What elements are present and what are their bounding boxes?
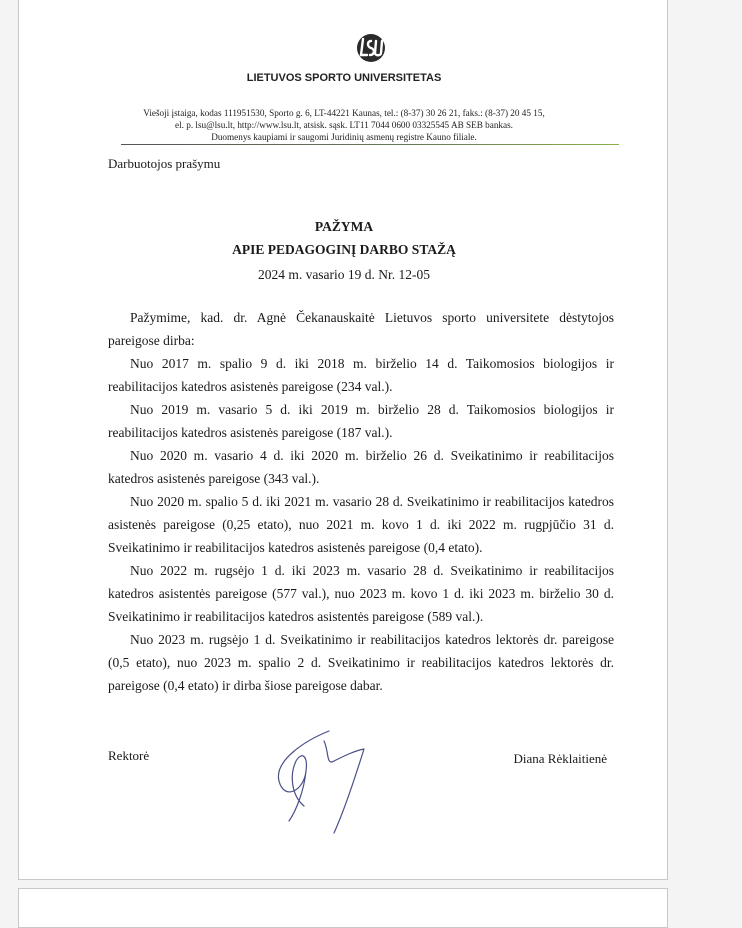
address-line: el. p. lsu@lsu.lt, http://www.lsu.lt, atsisk. sąsk. LT11 7044 0600 03325545 AB SEB bankas. xyxy=(175,120,513,130)
paragraph: Nuo 2020 m. spalio 5 d. iki 2021 m. vasario 28 d. Sveikatinimo ir reabilitacijos katedros asistenės pareigose (0,25 etato), nuo 2021 m. kovo 1 d. iki 2022 m. rugpjūčio 31 d. Sveikatinimo ir reabilitacijos katedros asistenės pareigose (0,4 etato). xyxy=(108,494,614,555)
header-divider xyxy=(121,144,619,145)
paragraph: Pažymime, kad. dr. Agnė Čekanauskaitė Lietuvos sporto universitete dėstytojos pareigose dirba: xyxy=(108,310,614,348)
handwritten-signature xyxy=(234,721,394,839)
document-body xyxy=(108,306,614,697)
university-logo xyxy=(355,33,387,63)
address-block xyxy=(19,107,669,143)
paragraph: Nuo 2019 m. vasario 5 d. iki 2019 m. birželio 28 d. Taikomosios biologijos ir reabilitacijos katedros asistenės pareigose (187 val.). xyxy=(108,402,614,440)
paragraph: Nuo 2020 m. vasario 4 d. iki 2020 m. birželio 26 d. Sveikatinimo ir reabilitacijos katedros asistenės pareigose (343 val.). xyxy=(108,448,614,486)
address-line: Viešoji įstaiga, kodas 111951530, Sporto g. 6, LT-44221 Kaunas, tel.: (8-37) 30 26 21, faks.: (8-37) 20 45 15, xyxy=(143,108,545,118)
document-subtitle: APIE PEDAGOGINĮ DARBO STAŽĄ xyxy=(232,242,456,257)
paragraph: Nuo 2023 m. rugsėjo 1 d. Sveikatinimo ir reabilitacijos katedros lektorės dr. pareigose (0,5 etato), nuo 2023 m. spalio 2 d. Sveikatinimo ir reabilitacijos katedros lektorės dr. pareigose (0,4 etato) ir dirba šiose pareigose dabar. xyxy=(108,632,614,693)
request-note: Darbuotojos prašymu xyxy=(108,156,221,171)
document-page xyxy=(18,0,668,880)
document-title: PAŽYMA xyxy=(314,219,374,234)
paragraph: Nuo 2017 m. spalio 9 d. iki 2018 m. birželio 14 d. Taikomosios biologijos ir reabilitacijos katedros asistenės pareigose (234 val.). xyxy=(108,356,614,394)
address-line: Duomenys kaupiami ir saugomi Juridinių asmenų registre Kauno filiale. xyxy=(211,132,477,142)
signer-position: Rektorė xyxy=(108,748,150,763)
university-name: LIETUVOS SPORTO UNIVERSITETAS xyxy=(246,72,442,84)
date-number: 2024 m. vasario 19 d. Nr. 12-05 xyxy=(257,267,431,282)
next-page xyxy=(18,888,668,928)
paragraph: Nuo 2022 m. rugsėjo 1 d. iki 2023 m. vasario 28 d. Sveikatinimo ir reabilitacijos katedros asistentės pareigose (577 val.), nuo 2023 m. kovo 1 d. iki 2023 m. birželio 30 d. Sveikatinimo ir reabilitacijos katedros asistentės pareigose (589 val.). xyxy=(108,563,614,624)
signer-name: Diana Rėklaitienė xyxy=(513,751,607,766)
